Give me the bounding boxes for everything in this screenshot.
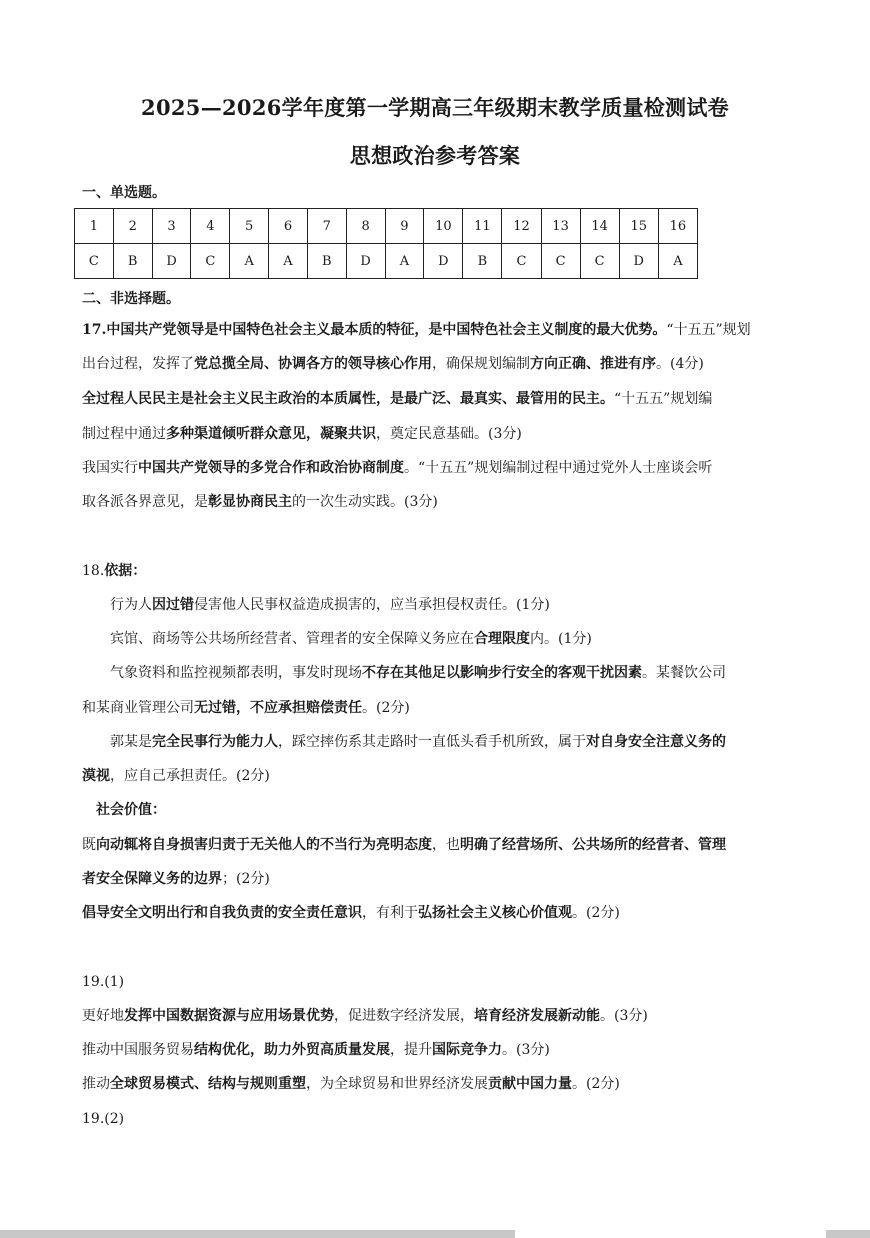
answer-table-row-answers (75, 244, 698, 279)
q18-social-line-1 (82, 835, 790, 855)
q19-key-point: 国际竞争力 (432, 1042, 502, 1058)
q18-social-value-label: 社会价值： (96, 802, 166, 818)
q18-key-point: 对自身安全注意义务的 (586, 734, 726, 750)
q18-text: ，有利于 (362, 905, 418, 921)
question-number-cell: 4 (191, 209, 230, 244)
page-title: 2025—2026学年度第一学期高三年级期末教学质量检测试卷 (141, 95, 729, 120)
q17-key-point: 方向正确、推进有序 (530, 356, 656, 372)
section-heading-single-choice: 一、单选题。 (82, 185, 166, 201)
q19-key-point: 全球贸易模式、结构与规则重塑 (110, 1076, 306, 1092)
q17-paragraph-2-line-1 (82, 389, 790, 409)
q17-text: 出台过程，发挥了 (82, 356, 194, 372)
q18-text: 和某商业管理公司 (82, 700, 194, 716)
q18-number: 18. (82, 563, 105, 579)
q18-text: 气象资料和监控视频都表明，事发时现场 (110, 665, 362, 681)
answer-cell: C (191, 244, 230, 279)
answer-cell: B (307, 244, 346, 279)
q17-key-point: 全过程人民民主是社会主义民主政治的本质属性，是最广泛、最真实、最管用的民主。 (82, 391, 614, 407)
question-number-cell: 14 (580, 209, 619, 244)
answer-cell: C (502, 244, 541, 279)
q17-score: 的一次生动实践。(3分) (292, 494, 438, 510)
page-subtitle: 思想政治参考答案 (349, 143, 521, 168)
answer-cell: B (463, 244, 502, 279)
q18-key-point: 倡导安全文明出行和自我负责的安全责任意识 (82, 905, 362, 921)
q18-text: ，踩空摔伤系其走路时一直低头看手机所致，属于 (278, 734, 586, 750)
answer-table-row-numbers (75, 209, 698, 244)
q17-score: 。(4分) (656, 356, 704, 372)
question-number-cell: 6 (269, 209, 308, 244)
q18-social-line-3 (82, 903, 790, 923)
q19-key-point: 培育经济发展新动能 (474, 1008, 600, 1024)
q18-key-point: 明确了经营场所、公共场所的经营者、管理 (460, 837, 726, 853)
q17-text: “十五五”规划编 (614, 391, 713, 407)
horizontal-scrollbar-thumb[interactable] (0, 1230, 515, 1238)
q18-key-point: 因过错 (152, 597, 194, 613)
q18-text: 宾馆、商场等公共场所经营者、管理者的安全保障义务应在 (110, 631, 474, 647)
q18-basis-line-3 (110, 663, 790, 683)
question-number-cell: 1 (75, 209, 114, 244)
q18-label (82, 561, 790, 581)
q18-score: 。(2分) (572, 905, 620, 921)
question-number-cell: 13 (541, 209, 580, 244)
q19-answer-line-2 (82, 1040, 790, 1060)
q17-text: “十五五”规划 (666, 322, 751, 338)
answer-cell: A (658, 244, 697, 279)
question-number-cell: 2 (113, 209, 152, 244)
question-number-cell: 3 (152, 209, 191, 244)
q19-score: 。(3分) (502, 1042, 550, 1058)
q17-score: ，奠定民意基础。(3分) (376, 426, 522, 442)
answer-cell: A (385, 244, 424, 279)
question-number-cell: 7 (307, 209, 346, 244)
q18-key-point: 漠视 (82, 768, 110, 784)
q18-basis-line-5 (110, 732, 790, 752)
question-number-cell: 15 (619, 209, 658, 244)
q17-text: 取各派各界意见，是 (82, 494, 208, 510)
q17-key-point: 彰显协商民主 (208, 494, 292, 510)
q18-text: 侵害他人民事权益造成损害的，应当承担侵权责任。(1分) (194, 597, 550, 613)
q18-key-point: 合理限度 (474, 631, 530, 647)
q18-social-line-2 (82, 869, 790, 889)
question-number-cell: 8 (346, 209, 385, 244)
q17-paragraph-1-line-2 (82, 354, 790, 374)
q18-basis-heading: 依据： (104, 563, 147, 579)
q18-social-value-heading (96, 800, 804, 820)
q19-text: ，提升 (390, 1042, 432, 1058)
q17-key-point: 党总揽全局、协调各方的领导核心作用 (194, 356, 432, 372)
q18-key-point: 完全民事行为能力人 (152, 734, 278, 750)
q19-text: 推动中国服务贸易 (82, 1042, 194, 1058)
q17-key-point: 多种渠道倾听群众意见，凝聚共识 (166, 426, 376, 442)
q17-key-point: 中国共产党领导的多党合作和政治协商制度 (138, 460, 404, 476)
q18-text: ，也 (432, 837, 460, 853)
answer-cell: B (113, 244, 152, 279)
q17-text: 制过程中通过 (82, 426, 166, 442)
q19-key-point: 结构优化，助力外贸高质量发展 (194, 1042, 390, 1058)
q17-key-point: 17.中国共产党领导是中国特色社会主义最本质的特征，是中国特色社会主义制度的最大优势。 (82, 322, 667, 338)
answer-cell: A (230, 244, 269, 279)
q17-text: ，确保规划编制 (432, 356, 530, 372)
q19-key-point: 发挥中国数据资源与应用场景优势 (124, 1008, 334, 1024)
q19-text: 更好地 (82, 1008, 124, 1024)
q18-text: 郭某是 (110, 734, 152, 750)
answer-cell: D (152, 244, 191, 279)
q18-basis-line-1 (110, 595, 790, 615)
q17-text: 我国实行 (82, 460, 138, 476)
q18-key-point: 弘扬社会主义核心价值观 (418, 905, 572, 921)
question-number-cell: 10 (424, 209, 463, 244)
answer-cell: D (619, 244, 658, 279)
answer-cell: A (269, 244, 308, 279)
q19-answer-line-3 (82, 1074, 790, 1094)
q18-basis-line-2 (110, 629, 790, 649)
q19-text: 推动 (82, 1076, 110, 1092)
q17-paragraph-2-line-2 (82, 424, 790, 444)
q18-text: 既 (82, 837, 96, 853)
q18-text: 。某餐饮公司 (642, 665, 726, 681)
q19-part-1-label: 19.(1) (82, 974, 125, 990)
q18-key-point: 者安全保障义务的边界 (82, 871, 222, 887)
q19-key-point: 贡献中国力量 (488, 1076, 572, 1092)
answer-table (74, 208, 698, 279)
question-number-cell: 5 (230, 209, 269, 244)
q18-key-point: 向动辄将自身损害归责于无关他人的不当行为亮明态度 (96, 837, 432, 853)
q19-score: 。(2分) (572, 1076, 620, 1092)
q18-basis-line-6 (82, 766, 790, 786)
answer-cell: C (580, 244, 619, 279)
q17-text: 。“十五五”规划编制过程中通过党外人士座谈会听 (404, 460, 713, 476)
answer-cell: C (75, 244, 114, 279)
q18-key-point: 不存在其他足以影响步行安全的客观干扰因素 (362, 665, 642, 681)
answer-cell: D (424, 244, 463, 279)
question-number-cell: 9 (385, 209, 424, 244)
q18-text: 内。(1分) (530, 631, 592, 647)
q18-score: ；(2分) (222, 871, 270, 887)
q19-text: ，为全球贸易和世界经济发展 (306, 1076, 488, 1092)
horizontal-scrollbar-end[interactable] (826, 1230, 870, 1238)
answer-cell: D (346, 244, 385, 279)
q18-text: 行为人 (110, 597, 152, 613)
q19-text: ，促进数字经济发展， (334, 1008, 474, 1024)
q18-basis-line-4 (82, 698, 790, 718)
question-number-cell: 11 (463, 209, 502, 244)
q19-answer-line-1 (82, 1006, 790, 1026)
q18-score: 。(2分) (362, 700, 410, 716)
question-number-cell: 16 (658, 209, 697, 244)
q19-part-2-label: 19.(2) (82, 1111, 125, 1127)
q18-key-point: 无过错，不应承担赔偿责任 (194, 700, 362, 716)
question-number-cell: 12 (502, 209, 541, 244)
q18-score: ，应自己承担责任。(2分) (110, 768, 270, 784)
q19-score: 。(3分) (600, 1008, 648, 1024)
q17-paragraph-1-line-1 (82, 320, 790, 340)
section-heading-non-choice: 二、非选择题。 (82, 291, 180, 307)
answer-cell: C (541, 244, 580, 279)
q17-paragraph-3-line-2 (82, 492, 790, 512)
q17-paragraph-3-line-1 (82, 458, 790, 478)
